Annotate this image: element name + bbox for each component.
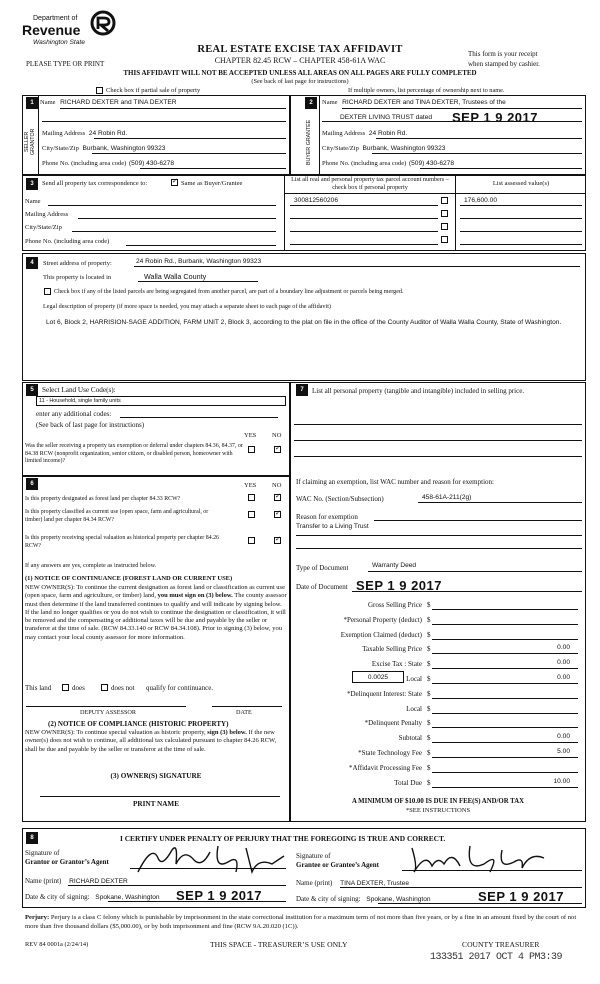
personal-property-checkbox-1[interactable] xyxy=(441,197,448,204)
grantee-date-city-label: Date & city of signing: xyxy=(296,895,361,903)
seller-name-value: RICHARD DEXTER and TINA DEXTER xyxy=(60,99,177,106)
perjury-text: Perjury is a class C felony which is punishable by imprisonment in the state correctional institution for a maximum term of not more than five years, or by a fine in an amount fixed by the court of not more than five thousand dollars ($5,000.00), or by both imprisonment and fine (RCW 9A.20.020 (1C)). xyxy=(25,914,577,930)
instructions-note: (See back of last page for instructions) xyxy=(251,78,349,85)
tax-row-currency: $ xyxy=(427,704,431,713)
tax-row-currency: $ xyxy=(427,689,431,698)
continuance-text-bold: you must sign on (3) below. xyxy=(157,592,233,600)
receipt-note-1: This form is your receipt xyxy=(468,50,538,58)
seller-city-field[interactable] xyxy=(42,145,165,152)
multiple-owners-note: If multiple owners, list percentage of ownership next to name. xyxy=(348,87,505,94)
seller-city-label: City/State/Zip xyxy=(42,145,79,152)
this-land-label: This land xyxy=(25,684,52,692)
tax-row-currency: $ xyxy=(427,615,431,624)
buyer-mailing-value: 24 Robin Rd. xyxy=(368,130,408,137)
section5-yes-header: YES xyxy=(244,432,257,439)
buyer-city-value: Burbank, Washington 99323 xyxy=(362,145,446,152)
exemption-question: Was the seller receiving a property tax exemption or deferral under chapters 84.36, 84.37, or 84.38 RCW (nonprofit organization, senior citizen, or disabled person, homeowner with limited income)? xyxy=(25,443,243,465)
grantor-date-city-field[interactable] xyxy=(25,893,160,901)
form-subtitle: CHAPTER 82.45 RCW – CHAPTER 458-61A WAC xyxy=(214,56,386,65)
buyer-city-field[interactable] xyxy=(322,145,445,152)
grantor-name-field[interactable] xyxy=(25,877,128,885)
tax-row-value[interactable]: 0.00 xyxy=(557,674,570,681)
grantee-name-field[interactable] xyxy=(296,879,409,887)
form-title: REAL ESTATE EXCISE TAX AFFIDAVIT xyxy=(197,44,403,55)
tax-row-label: *Affidavit Processing Fee xyxy=(349,763,422,772)
section-7-number: 7 xyxy=(296,384,308,396)
exemption-reason-label: Reason for exemption xyxy=(296,513,358,521)
wac-number-label: WAC No. (Section/Subsection) xyxy=(296,495,384,503)
seller-side-label: SELLER GRANTOR xyxy=(24,128,36,156)
assessor-date-label: DATE xyxy=(236,709,252,716)
compliance-text-bold: sign (3) below. xyxy=(207,729,247,736)
tax-row-value[interactable]: 10.00 xyxy=(553,777,570,785)
forest-land-yes-checkbox[interactable] xyxy=(248,494,255,501)
land-does-label: does xyxy=(72,684,85,692)
tax-row-label: *Personal Property (deduct) xyxy=(343,615,422,624)
send-correspondence-label: Send all property tax correspondence to: xyxy=(42,180,148,187)
section-2-number: 2 xyxy=(305,97,317,109)
grantor-name-value: RICHARD DEXTER xyxy=(69,878,128,885)
print-note: PLEASE TYPE OR PRINT xyxy=(26,60,105,68)
grantor-signature-label-2: Grantor or Grantor’s Agent xyxy=(25,858,109,866)
additional-codes-label: enter any additional codes: xyxy=(36,410,112,418)
buyer-phone-field[interactable] xyxy=(322,160,454,167)
owner-signature-label: (3) OWNER(S) SIGNATURE xyxy=(110,772,202,780)
continuance-title: (1) NOTICE OF CONTINUANCE (FOREST LAND OR CURRENT USE) xyxy=(25,575,233,582)
land-use-value: 11 - Household, single family units xyxy=(39,398,121,404)
agency-line1: Department of xyxy=(33,15,78,22)
compliance-text-b: If the new owner(s) does not wish to continue, all additional tax calculated pursuant to chapter 84.26 RCW, shall be due and payable by the seller or transferor at the time of sale. xyxy=(25,729,277,753)
grantor-name-label: Name (print) xyxy=(25,877,62,885)
segregated-label: Check box if any of the listed parcels are being segregated from another parcel, are part of a boundary line adjustment or parcels being merged. xyxy=(54,289,404,295)
perjury-notice xyxy=(25,914,585,931)
county-value: Walla Walla County xyxy=(144,272,207,281)
buyer-name-value-2: DEXTER LIVING TRUST dated xyxy=(340,114,433,121)
section-8-number: 8 xyxy=(26,832,38,844)
exemption-no-checkbox[interactable] xyxy=(274,446,281,453)
tax-row-currency: $ xyxy=(427,749,431,757)
personal-property-label: List all personal property (tangible and intangible) included in selling price. xyxy=(312,387,525,395)
grantee-signature-label-1: Signature of xyxy=(296,852,331,860)
tax-row-currency: $ xyxy=(427,601,431,609)
section-3-number: 3 xyxy=(26,178,38,190)
grantor-city-value: Spokane, Washington xyxy=(95,894,160,901)
document-type-value: Warranty Deed xyxy=(372,562,417,569)
tax-row-label: *Delinquent Interest: State xyxy=(346,689,422,698)
buyer-name-value: RICHARD DEXTER and TINA DEXTER, Trustees of the xyxy=(342,99,506,106)
correspondence-name-label: Name xyxy=(25,198,41,205)
grantee-date-city-field[interactable] xyxy=(296,895,431,903)
if-yes-instruction: If any answers are yes, complete as instructed below. xyxy=(25,562,157,569)
tax-row-label: Excise Tax : State xyxy=(371,660,422,669)
tax-row-label: Local xyxy=(406,704,422,713)
continuance-text xyxy=(25,584,287,642)
historic-yes-checkbox[interactable] xyxy=(248,537,255,544)
street-address-label: Street address of property: xyxy=(43,260,112,267)
minimum-due-note: A MINIMUM OF $10.00 IS DUE IN FEE(S) AND/OR TAX xyxy=(351,798,525,805)
current-use-no-checkbox[interactable] xyxy=(274,511,281,518)
forest-land-question: Is this property designated as forest land per chapter 84.33 RCW? xyxy=(25,496,181,502)
grantor-signature xyxy=(132,838,292,878)
correspondence-phone-label: Phone No. (including area code) xyxy=(25,238,110,245)
tax-row-label: Exemption Claimed (deduct) xyxy=(340,630,422,639)
tax-row-label: Subtotal xyxy=(398,734,422,743)
tax-row-currency: $ xyxy=(427,734,431,743)
county-treasurer-label: COUNTY TREASURER xyxy=(462,940,540,949)
section-6-number: 6 xyxy=(26,478,38,490)
exemption-reason-value: Transfer to a Living Trust xyxy=(296,523,369,530)
tax-row-value[interactable]: 0.00 xyxy=(557,659,570,667)
tax-row-currency: $ xyxy=(427,675,431,683)
wac-number-value: 458-61A-211(2g) xyxy=(422,494,472,501)
qualify-label: qualify for continuance. xyxy=(146,684,214,692)
buyer-city-label: City/State/Zip xyxy=(322,145,359,152)
personal-property-checkbox-2[interactable] xyxy=(441,210,448,217)
seller-mailing-value: 24 Robin Rd. xyxy=(88,130,128,137)
tax-row-label: Total Due xyxy=(394,778,422,787)
tax-row-currency: $ xyxy=(427,630,431,639)
claim-exemption-label: If claiming an exemption, list WAC number and reason for exemption: xyxy=(296,478,494,486)
legal-description-label: Legal description of property (if more space is needed, you may attach a separate sheet to each page of the affidavit) xyxy=(43,303,331,310)
tax-row-label: Taxable Selling Price xyxy=(362,645,422,654)
historic-question: Is this property receiving special valuation as historical property per chapter 84.26 RCW? xyxy=(25,535,219,549)
section5-no-header: NO xyxy=(272,432,282,439)
seller-mailing-field[interactable] xyxy=(42,130,127,137)
document-date-label: Date of Document xyxy=(296,583,348,591)
current-use-question: Is this property classified as current use (open space, farm and agricultural, or timber) land per chapter 84.34 RCW? xyxy=(25,509,209,523)
legal-description-value: Lot 6, Block 2, HARRISION-SAGE ADDITION, FARM UNIT 2, Block 3, according to the plat on file in the office of the County Auditor of Walla Walla County, State of Washington. xyxy=(46,319,562,326)
land-use-label: Select Land Use Code(s): xyxy=(42,386,116,394)
buyer-name-field[interactable] xyxy=(322,99,584,106)
compliance-text-a: NEW OWNER(S): To continue special valuation as historic property, xyxy=(25,729,206,736)
tax-row-label: Gross Selling Price xyxy=(367,601,422,609)
tax-row-value[interactable]: 0.00 xyxy=(557,733,570,741)
grantee-date-stamp: SEP 1 9 2017 xyxy=(478,889,564,904)
tax-row-value[interactable]: 0.00 xyxy=(557,644,570,652)
print-name-label: PRINT NAME xyxy=(133,800,179,808)
current-use-yes-checkbox[interactable] xyxy=(248,511,255,518)
grantee-name-value: TINA DEXTER, Trustee xyxy=(340,880,409,887)
section6-yes-header: YES xyxy=(244,482,257,489)
section6-no-header: NO xyxy=(272,482,282,489)
grantee-signature xyxy=(404,838,554,878)
buyer-name-label: Name xyxy=(322,99,338,106)
buyer-trust-date-stamp: SEP 1 9 2017 xyxy=(452,110,538,125)
section-4-number: 4 xyxy=(26,257,38,269)
grantee-signature-label-2: Grantee or Grantee’s Agent xyxy=(296,861,380,869)
treasurer-space-label: THIS SPACE - TREASURER’S USE ONLY xyxy=(210,940,348,949)
segregated-checkbox[interactable] xyxy=(44,288,51,295)
continuance-text-a: NEW OWNER(S): To continue the current designation as forest land or classification as current use (open space, farm and agriculture, or timber) land, xyxy=(25,584,285,600)
tax-row-label: *State Technology Fee xyxy=(358,749,422,757)
compliance-text xyxy=(25,729,287,754)
land-does-checkbox[interactable] xyxy=(62,684,69,691)
street-address-value: 24 Robin Rd., Burbank, Washington 99323 xyxy=(136,258,262,265)
buyer-phone-value: (509) 430-6278 xyxy=(408,160,455,167)
seller-mailing-label: Mailing Address xyxy=(42,130,86,137)
parcel-header: List all real and personal property tax parcel account numbers – check box if personal property xyxy=(291,176,449,191)
see-back-label: (See back of last page for instructions) xyxy=(36,421,145,429)
buyer-mailing-label: Mailing Address xyxy=(322,130,366,137)
tax-row-value[interactable]: 5.00 xyxy=(557,748,570,755)
seller-city-value: Burbank, Washington 99323 xyxy=(82,145,166,152)
buyer-phone-label: Phone No. (including area code) xyxy=(322,160,407,167)
parcel-number-1: 300812560206 xyxy=(294,197,339,204)
personal-property-checkbox-3[interactable] xyxy=(441,223,448,230)
grantee-city-value: Spokane, Washington xyxy=(366,896,431,903)
forest-current-use-section xyxy=(22,476,290,822)
seller-phone-label: Phone No. (including area code) xyxy=(42,160,127,167)
document-type-label: Type of Document xyxy=(296,564,349,572)
section-1-number: 1 xyxy=(26,97,38,109)
partial-sale-label: Check box if partial sale of property xyxy=(106,87,201,94)
land-does-not-checkbox[interactable] xyxy=(101,684,108,691)
same-as-buyer-checkbox[interactable] xyxy=(171,179,178,186)
historic-no-checkbox[interactable] xyxy=(274,537,281,544)
tax-row-currency: $ xyxy=(427,778,431,787)
compliance-title: (2) NOTICE OF COMPLIANCE (HISTORIC PROPERTY) xyxy=(48,720,229,728)
certify-statement: I CERTIFY UNDER PENALTY OF PERJURY THAT THE FOREGOING IS TRUE AND CORRECT. xyxy=(120,834,446,843)
receipt-stamp: 133351 2017 OCT 4 PM3:39 xyxy=(430,952,563,963)
land-does-not-label: does not xyxy=(111,684,135,692)
seller-name-label: Name xyxy=(40,99,56,106)
assessed-header: List assessed value(s) xyxy=(492,180,550,187)
document-date-value: SEP 1 9 2017 xyxy=(356,578,442,593)
local-rate-box xyxy=(352,671,404,683)
agency-line3: Washington State xyxy=(33,39,85,46)
deputy-assessor-label: DEPUTY ASSESSOR xyxy=(80,709,136,716)
section-5-number: 5 xyxy=(26,384,38,396)
tax-row-label: *Delinquent Penalty xyxy=(364,719,422,728)
correspondence-mailing-label: Mailing Address xyxy=(25,211,69,218)
department-logo-icon xyxy=(90,10,116,36)
property-location-section xyxy=(22,253,586,381)
seller-phone-value: (509) 430-6278 xyxy=(128,160,175,167)
tax-row-label: Local xyxy=(406,675,422,683)
seller-phone-field[interactable] xyxy=(42,160,174,167)
exemption-yes-checkbox[interactable] xyxy=(248,446,255,453)
personal-property-checkbox-4[interactable] xyxy=(441,236,448,243)
local-rate-value: 0.0025 xyxy=(367,674,389,681)
continuance-text-b: The county assessor must then determine if the land transferred continues to qualify and will indicate by signing below. If the land no longer qualifies or you do not wish to continue the designation or classification, it will be removed and the compensating or additional taxes will be due and payable by the seller or transferor at the time of sale. (RCW 84.33.140 or RCW 84.34.108). Prior to signing (3) below, you may contact your local county assessor for more information. xyxy=(25,592,287,641)
tax-row-currency: $ xyxy=(427,719,431,728)
agency-line2: Revenue xyxy=(22,22,81,38)
located-in-label: This property is located in xyxy=(43,274,112,281)
tax-row-currency: $ xyxy=(427,763,431,772)
buyer-mailing-field[interactable] xyxy=(322,130,407,137)
form-number: REV 84 0001a (2/24/14) xyxy=(25,941,89,948)
forest-land-no-checkbox[interactable] xyxy=(274,494,281,501)
same-as-buyer-label: Same as Buyer/Grantee xyxy=(181,180,243,187)
grantor-date-stamp: SEP 1 9 2017 xyxy=(176,888,262,903)
partial-sale-checkbox[interactable] xyxy=(96,87,103,94)
warning-text: THIS AFFIDAVIT WILL NOT BE ACCEPTED UNLESS ALL AREAS ON ALL PAGES ARE FULLY COMPLETED xyxy=(123,69,477,77)
see-instructions-note: *SEE INSTRUCTIONS xyxy=(405,807,471,814)
seller-name-field[interactable] xyxy=(40,99,288,106)
grantor-date-city-label: Date & city of signing: xyxy=(25,893,90,901)
receipt-note-2: when stamped by cashier. xyxy=(468,60,540,68)
assessed-value-1: 176,600.00 xyxy=(464,197,498,204)
grantee-name-label: Name (print) xyxy=(296,879,333,887)
land-use-select[interactable] xyxy=(36,396,286,406)
perjury-bold: Perjury: xyxy=(25,914,50,921)
grantor-signature-label-1: Signature of xyxy=(25,849,60,857)
correspondence-city-label: City/State/Zip xyxy=(25,224,62,231)
tax-row-currency: $ xyxy=(427,660,431,669)
tax-row-currency: $ xyxy=(427,645,431,654)
buyer-side-label: BUYER GRANTEE xyxy=(306,119,312,165)
